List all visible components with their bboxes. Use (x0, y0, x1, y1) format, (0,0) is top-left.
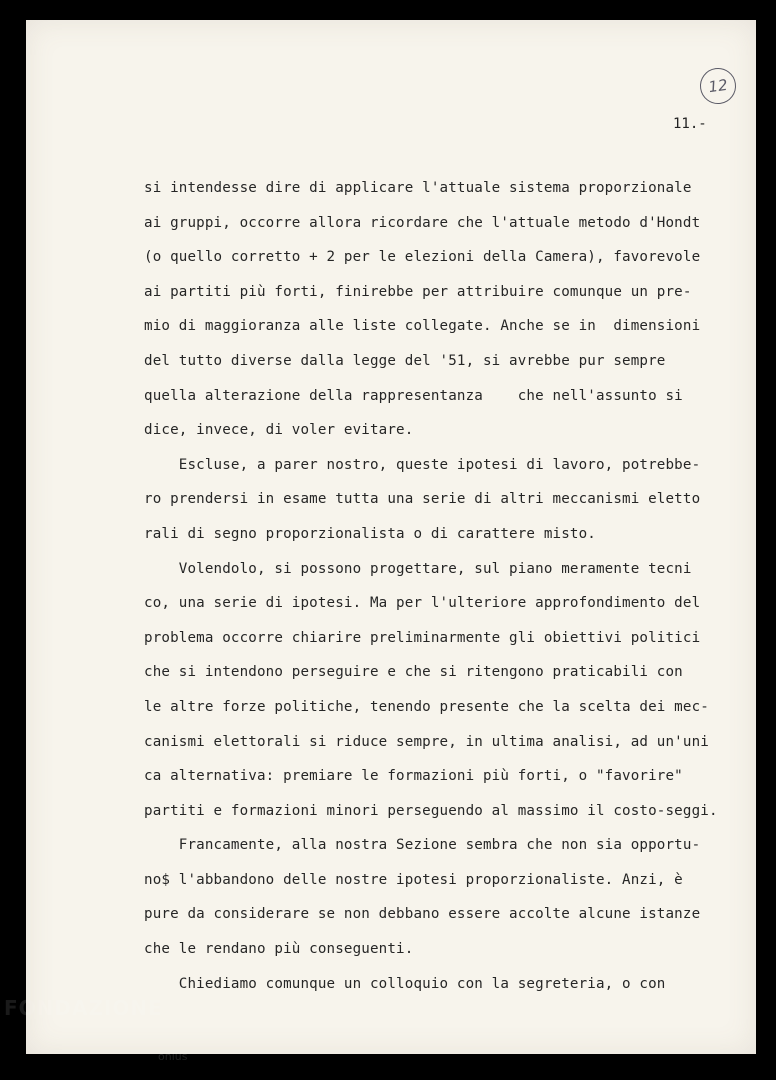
text-line: canismi elettorali si riduce sempre, in ultima analisi, ad un'uni (144, 733, 709, 750)
text-line: che si intendono perseguire e che si ritengono praticabili con (144, 664, 683, 681)
text-line: ro prendersi in esame tutta una serie di altri meccanismi eletto (144, 491, 701, 508)
text-line: si intendesse dire di applicare l'attuale sistema proporzionale (144, 180, 692, 196)
text-line: dice, invece, di voler evitare. (144, 422, 414, 439)
text-line: ai gruppi, occorre allora ricordare che l'attuale metodo d'Hondt (144, 214, 701, 231)
text-line: Volendolo, si possono progettare, sul piano meramente tecni (144, 560, 692, 577)
typewritten-body (144, 178, 744, 1008)
archive-number-stamp: 12 (698, 66, 739, 107)
watermark-subtitle: onlus (158, 1050, 188, 1063)
foundation-watermark: FONDAZIONE (4, 996, 163, 1020)
text-line: del tutto diverse dalla legge del '51, si avrebbe pur sempre (144, 352, 666, 369)
text-line: partiti e formazioni minori perseguendo al massimo il costo-seggi. (144, 802, 718, 819)
text-line: problema occorre chiarire preliminarmente gli obiettivi politici (144, 629, 701, 646)
text-line: pure da considerare se non debbano essere accolte alcune istanze (144, 906, 701, 923)
text-line: ca alternativa: premiare le formazioni più forti, o "favorire" (144, 768, 683, 785)
text-line: mio di maggioranza alle liste collegate. Anche se in dimensioni (144, 318, 701, 335)
text-line: Chiediamo comunque un colloquio con la segreteria, o con (144, 975, 666, 992)
text-line: Escluse, a parer nostro, queste ipotesi di lavoro, potrebbe- (144, 456, 701, 473)
text-line: che le rendano più conseguenti. (144, 941, 414, 958)
text-line: quella alterazione della rappresentanza che nell'assunto si (144, 387, 683, 404)
text-line: ai partiti più forti, finirebbe per attribuire comunque un pre- (144, 283, 692, 300)
text-line: no$ l'abbandono delle nostre ipotesi proporzionaliste. Anzi, è (144, 871, 683, 888)
page-number: 11.- (673, 116, 707, 132)
text-line: Francamente, alla nostra Sezione sembra che non sia opportu- (144, 837, 701, 854)
text-line: rali di segno proporzionalista o di carattere misto. (144, 525, 596, 542)
text-line: le altre forze politiche, tenendo presente che la scelta dei mec- (144, 698, 709, 715)
text-line: (o quello corretto + 2 per le elezioni della Camera), favorevole (144, 249, 701, 266)
text-line: co, una serie di ipotesi. Ma per l'ulteriore approfondimento del (144, 595, 701, 612)
